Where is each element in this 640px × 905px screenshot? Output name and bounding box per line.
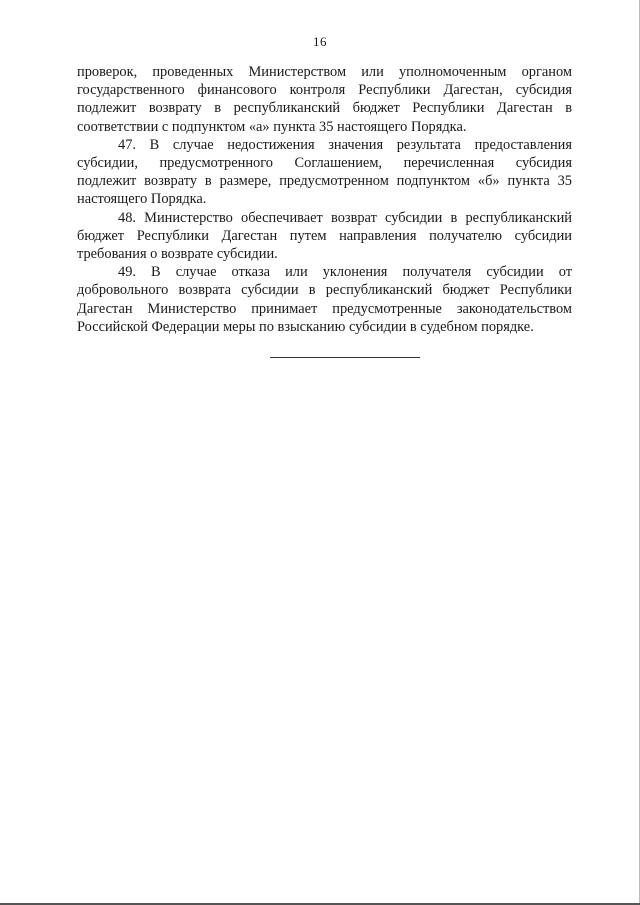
paragraph-48 — [77, 209, 572, 264]
text-line: подлежит возврату в республиканский бюджет Республики Дагестан в — [77, 100, 572, 117]
text-line: бюджет Республики Дагестан путем направления получателю субсидии — [77, 227, 572, 244]
text-line: государственного финансового контроля Республики Дагестан, субсидия — [77, 82, 572, 99]
text-line: соответствии с подпунктом «а» пункта 35 настоящего Порядка. — [77, 118, 467, 135]
paragraph-47 — [77, 136, 572, 209]
page-number: 16 — [313, 34, 327, 49]
text-line: проверок, проведенных Министерством или уполномоченным органом — [77, 64, 572, 80]
document-body — [77, 63, 572, 336]
text-line: требования о возврате субсидии. — [77, 246, 278, 263]
paragraph-49 — [77, 263, 572, 336]
text-line: субсидии, предусмотренного Соглашением, перечисленная субсидия — [77, 155, 572, 172]
end-separator-line — [270, 357, 420, 358]
text-line: подлежит возврату в размере, предусмотренном подпунктом «б» пункта 35 — [77, 173, 572, 190]
text-line: Российской Федерации меры по взысканию субсидии в судебном порядке. — [77, 318, 534, 335]
paragraph-continuation — [77, 63, 572, 136]
text-line: 48. Министерство обеспечивает возврат субсидии в республиканский — [118, 209, 572, 226]
text-line: Дагестан Министерство принимает предусмотренные законодательством — [77, 300, 572, 317]
text-line: 47. В случае недостижения значения результата предоставления — [118, 136, 572, 153]
text-line: настоящего Порядка. — [77, 191, 207, 208]
text-line: добровольного возврата субсидии в республиканский бюджет Республики — [77, 282, 572, 299]
text-line: 49. В случае отказа или уклонения получателя субсидии от — [118, 264, 572, 281]
